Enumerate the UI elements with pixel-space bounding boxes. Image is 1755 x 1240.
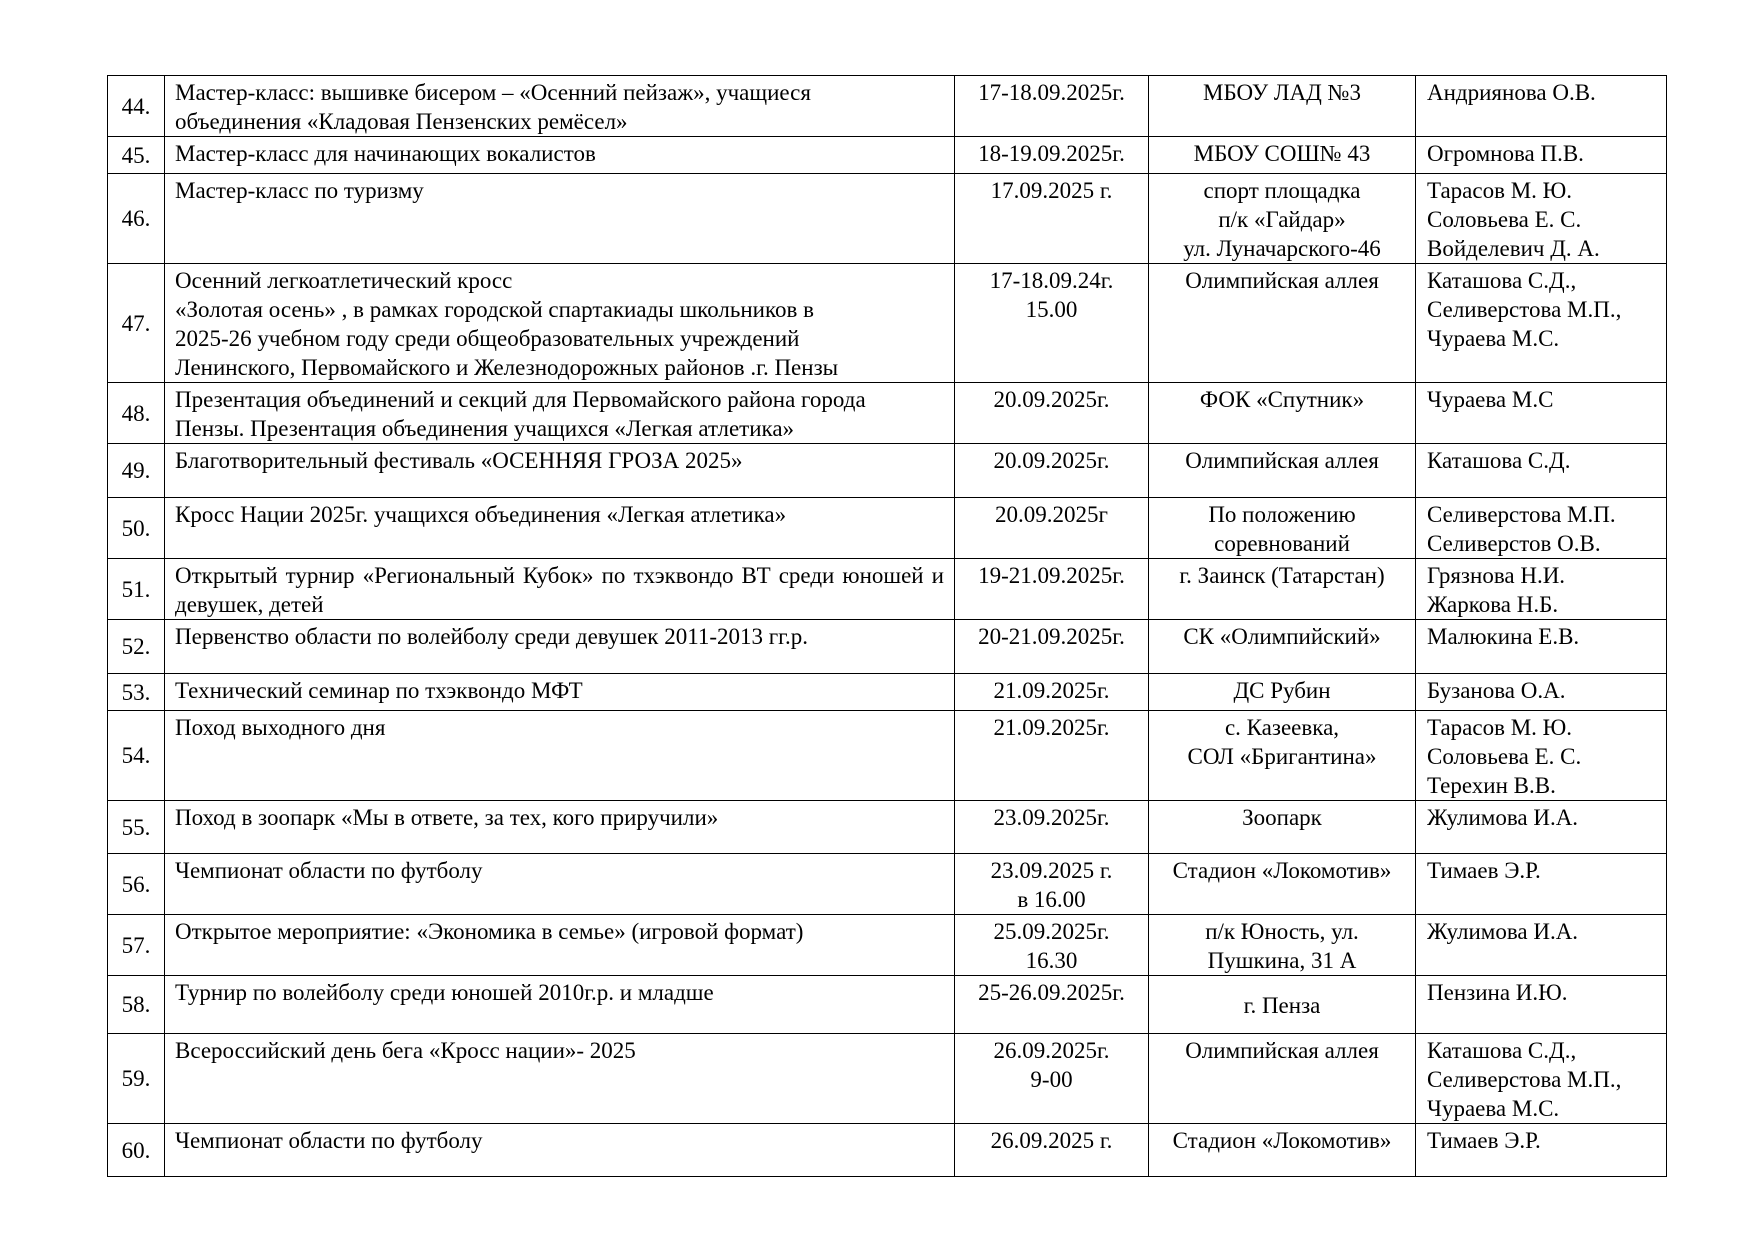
events-table xyxy=(107,75,1667,1177)
event-responsible: Жулимова И.А. xyxy=(1416,915,1667,976)
table-row xyxy=(108,444,1667,498)
event-place: МБОУ СОШ№ 43 xyxy=(1149,137,1416,174)
event-title: Поход в зоопарк «Мы в ответе, за тех, кого приручили» xyxy=(165,801,955,854)
row-number: 50. xyxy=(108,498,165,559)
table-row xyxy=(108,801,1667,854)
events-table-page xyxy=(107,75,1666,1177)
table-row xyxy=(108,76,1667,137)
event-title: Чемпионат области по футболу xyxy=(165,1124,955,1177)
event-place: Олимпийская аллея xyxy=(1149,264,1416,383)
event-date: 17-18.09.2025г. xyxy=(955,76,1149,137)
event-date: 21.09.2025г. xyxy=(955,674,1149,711)
event-date: 20.09.2025г. xyxy=(955,383,1149,444)
row-number: 51. xyxy=(108,559,165,620)
event-title: Осенний легкоатлетический кросс «Золотая осень» , в рамках городской спартакиады школьников в 2025-26 учебном году среди общеобразовательных учреждений Ленинского, Первомайского и Железнодорожных районов .г. Пензы xyxy=(165,264,955,383)
row-number: 59. xyxy=(108,1034,165,1124)
table-row xyxy=(108,976,1667,1034)
event-place: Олимпийская аллея xyxy=(1149,444,1416,498)
event-responsible: Каташова С.Д., Селиверстова М.П., Чураева М.С. xyxy=(1416,1034,1667,1124)
row-number: 53. xyxy=(108,674,165,711)
table-row xyxy=(108,137,1667,174)
row-number: 54. xyxy=(108,711,165,801)
event-date: 25.09.2025г. 16.30 xyxy=(955,915,1149,976)
row-number: 47. xyxy=(108,264,165,383)
table-row xyxy=(108,915,1667,976)
event-responsible: Огромнова П.В. xyxy=(1416,137,1667,174)
event-title: Первенство области по волейболу среди девушек 2011-2013 гг.р. xyxy=(165,620,955,674)
event-place: Стадион «Локомотив» xyxy=(1149,854,1416,915)
event-title: Мастер-класс: вышивке бисером – «Осенний пейзаж», учащиеся объединения «Кладовая Пензенских ремёсел» xyxy=(165,76,955,137)
event-title: Мастер-класс по туризму xyxy=(165,174,955,264)
event-responsible: Чураева М.С xyxy=(1416,383,1667,444)
event-title: Чемпионат области по футболу xyxy=(165,854,955,915)
event-responsible: Тимаев Э.Р. xyxy=(1416,1124,1667,1177)
row-number: 49. xyxy=(108,444,165,498)
row-number: 57. xyxy=(108,915,165,976)
event-date: 23.09.2025 г. в 16.00 xyxy=(955,854,1149,915)
event-place: МБОУ ЛАД №3 xyxy=(1149,76,1416,137)
event-responsible: Жулимова И.А. xyxy=(1416,801,1667,854)
event-place: г. Заинск (Татарстан) xyxy=(1149,559,1416,620)
event-title: Открытый турнир «Региональный Кубок» по тхэквондо ВТ среди юношей и девушек, детей xyxy=(165,559,955,620)
event-place: СК «Олимпийский» xyxy=(1149,620,1416,674)
row-number: 58. xyxy=(108,976,165,1034)
event-date: 20.09.2025г xyxy=(955,498,1149,559)
row-number: 52. xyxy=(108,620,165,674)
event-place: с. Казеевка, СОЛ «Бригантина» xyxy=(1149,711,1416,801)
row-number: 44. xyxy=(108,76,165,137)
event-place: Олимпийская аллея xyxy=(1149,1034,1416,1124)
table-row xyxy=(108,383,1667,444)
event-place: п/к Юность, ул. Пушкина, 31 А xyxy=(1149,915,1416,976)
event-responsible: Андриянова О.В. xyxy=(1416,76,1667,137)
table-row xyxy=(108,264,1667,383)
event-responsible: Пензина И.Ю. xyxy=(1416,976,1667,1034)
event-place: Зоопарк xyxy=(1149,801,1416,854)
table-row xyxy=(108,559,1667,620)
event-title: Благотворительный фестиваль «ОСЕННЯЯ ГРОЗА 2025» xyxy=(165,444,955,498)
event-title: Презентация объединений и секций для Первомайского района города Пензы. Презентация объединения учащихся «Легкая атлетика» xyxy=(165,383,955,444)
row-number: 46. xyxy=(108,174,165,264)
event-place: Стадион «Локомотив» xyxy=(1149,1124,1416,1177)
table-row xyxy=(108,620,1667,674)
table-row xyxy=(108,1124,1667,1177)
event-date: 20-21.09.2025г. xyxy=(955,620,1149,674)
event-title: Технический семинар по тхэквондо МФТ xyxy=(165,674,955,711)
event-responsible: Тарасов М. Ю. Соловьева Е. С. Терехин В.В. xyxy=(1416,711,1667,801)
event-responsible: Грязнова Н.И. Жаркова Н.Б. xyxy=(1416,559,1667,620)
row-number: 56. xyxy=(108,854,165,915)
table-row xyxy=(108,498,1667,559)
row-number: 45. xyxy=(108,137,165,174)
event-place: г. Пенза xyxy=(1149,976,1416,1034)
table-row xyxy=(108,674,1667,711)
event-date: 19-21.09.2025г. xyxy=(955,559,1149,620)
event-place: ФОК «Спутник» xyxy=(1149,383,1416,444)
event-place: ДС Рубин xyxy=(1149,674,1416,711)
event-responsible: Каташова С.Д., Селиверстова М.П., Чураева М.С. xyxy=(1416,264,1667,383)
row-number: 55. xyxy=(108,801,165,854)
event-date: 23.09.2025г. xyxy=(955,801,1149,854)
table-row xyxy=(108,174,1667,264)
event-date: 25-26.09.2025г. xyxy=(955,976,1149,1034)
event-date: 26.09.2025г. 9-00 xyxy=(955,1034,1149,1124)
event-title: Кросс Нации 2025г. учащихся объединения «Легкая атлетика» xyxy=(165,498,955,559)
event-title: Всероссийский день бега «Кросс нации»- 2025 xyxy=(165,1034,955,1124)
event-date: 17-18.09.24г. 15.00 xyxy=(955,264,1149,383)
table-row xyxy=(108,711,1667,801)
event-title: Открытое мероприятие: «Экономика в семье» (игровой формат) xyxy=(165,915,955,976)
event-title: Поход выходного дня xyxy=(165,711,955,801)
table-row xyxy=(108,1034,1667,1124)
row-number: 48. xyxy=(108,383,165,444)
event-title: Мастер-класс для начинающих вокалистов xyxy=(165,137,955,174)
event-responsible: Селиверстова М.П. Селиверстов О.В. xyxy=(1416,498,1667,559)
event-date: 21.09.2025г. xyxy=(955,711,1149,801)
event-responsible: Тимаев Э.Р. xyxy=(1416,854,1667,915)
event-title: Турнир по волейболу среди юношей 2010г.р. и младше xyxy=(165,976,955,1034)
event-responsible: Каташова С.Д. xyxy=(1416,444,1667,498)
event-place: По положению соревнований xyxy=(1149,498,1416,559)
event-responsible: Бузанова О.А. xyxy=(1416,674,1667,711)
event-responsible: Тарасов М. Ю. Соловьева Е. С. Войделевич Д. А. xyxy=(1416,174,1667,264)
event-date: 17.09.2025 г. xyxy=(955,174,1149,264)
event-responsible: Малюкина Е.В. xyxy=(1416,620,1667,674)
event-date: 18-19.09.2025г. xyxy=(955,137,1149,174)
table-row xyxy=(108,854,1667,915)
event-place: спорт площадка п/к «Гайдар» ул. Луначарского-46 xyxy=(1149,174,1416,264)
event-date: 26.09.2025 г. xyxy=(955,1124,1149,1177)
row-number: 60. xyxy=(108,1124,165,1177)
event-date: 20.09.2025г. xyxy=(955,444,1149,498)
